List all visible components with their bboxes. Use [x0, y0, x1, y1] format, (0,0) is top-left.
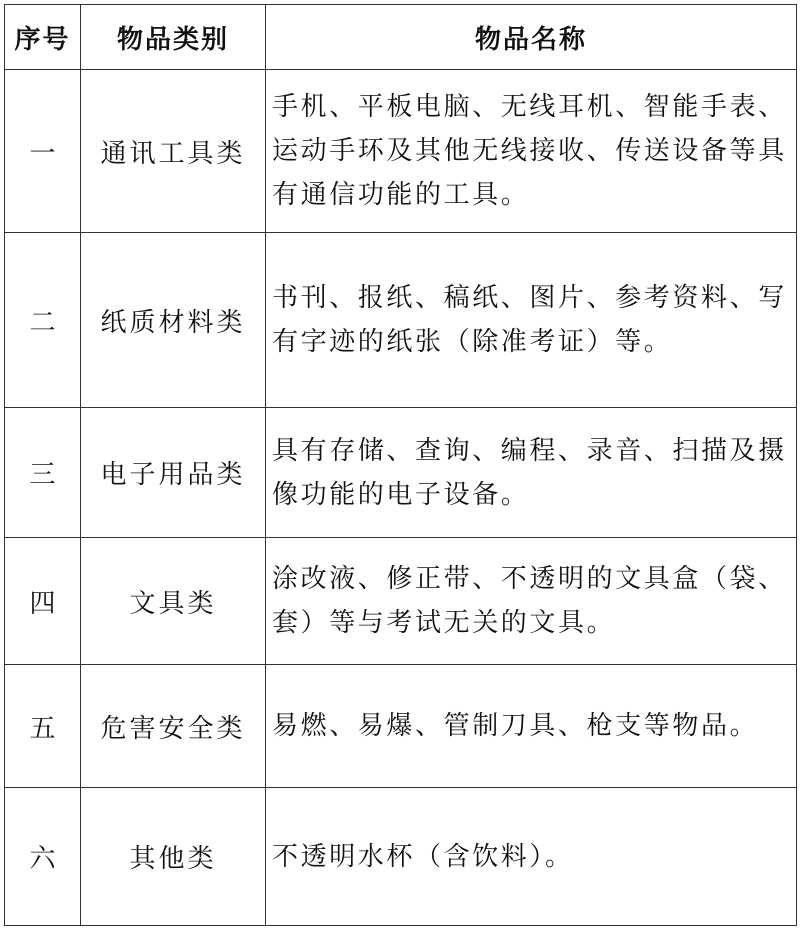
- row-seq: 六: [5, 788, 81, 926]
- row-item-names: 手机、平板电脑、无线耳机、智能手表、运动手环及其他无线接收、传送设备等具有通信功能的工具。: [266, 70, 797, 233]
- row-item-names: 具有存储、查询、编程、录音、扫描及摄像功能的电子设备。: [266, 408, 797, 538]
- table-body: [5, 70, 797, 926]
- row-category: 其他类: [81, 788, 266, 926]
- row-item-names: 涂改液、修正带、不透明的文具盒（袋、套）等与考试无关的文具。: [266, 538, 797, 665]
- row-category: 文具类: [81, 538, 266, 665]
- row-item-names: 书刊、报纸、稿纸、图片、参考资料、写有字迹的纸张（除准考证）等。: [266, 233, 797, 408]
- table-row: [5, 665, 797, 788]
- row-category: 电子用品类: [81, 408, 266, 538]
- row-item-names: 不透明水杯（含饮料）。: [266, 788, 797, 926]
- row-category: 纸质材料类: [81, 233, 266, 408]
- table-row: [5, 70, 797, 233]
- row-item-names: 易燃、易爆、管制刀具、枪支等物品。: [266, 665, 797, 788]
- row-seq: 四: [5, 538, 81, 665]
- row-seq: 二: [5, 233, 81, 408]
- header-name: 物品名称: [266, 5, 797, 70]
- row-seq: 一: [5, 70, 81, 233]
- header-category: 物品类别: [81, 5, 266, 70]
- table-row: [5, 788, 797, 926]
- prohibited-items-table: [4, 4, 797, 926]
- row-seq: 五: [5, 665, 81, 788]
- table-row: [5, 408, 797, 538]
- table-row: [5, 233, 797, 408]
- row-seq: 三: [5, 408, 81, 538]
- row-category: 通讯工具类: [81, 70, 266, 233]
- row-category: 危害安全类: [81, 665, 266, 788]
- header-row: [5, 5, 797, 70]
- table-row: [5, 538, 797, 665]
- header-seq: 序号: [5, 5, 81, 70]
- table-header: [5, 5, 797, 70]
